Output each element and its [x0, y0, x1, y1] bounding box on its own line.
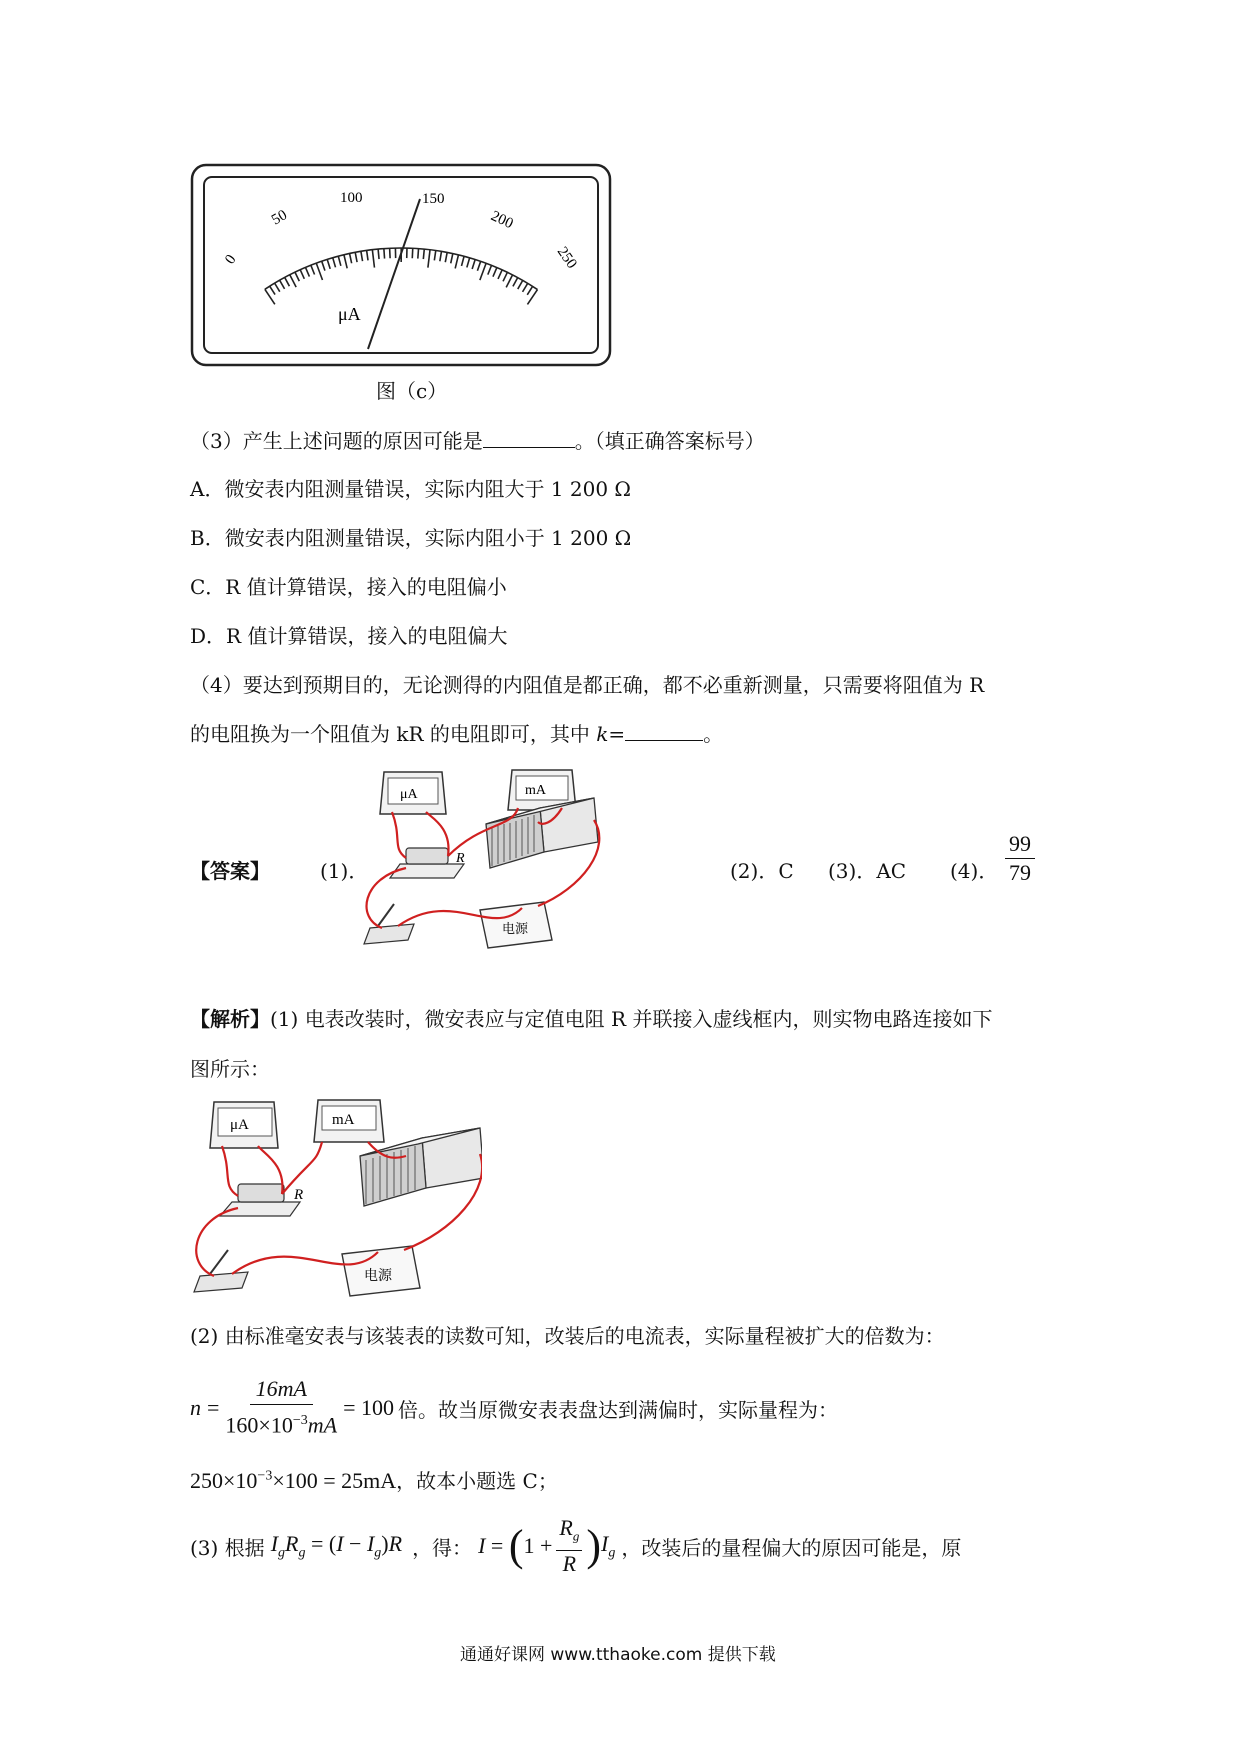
circuit-diagram-answer [362, 768, 632, 960]
scale-label-250: 250 [553, 244, 580, 272]
eq-denominator [225, 1405, 337, 1441]
l6-formula2: I = ( 1 + $R_g$ R ) $I_g$ [478, 1515, 616, 1576]
scale-label-150: 150 [422, 191, 445, 207]
scale-tick [384, 249, 385, 259]
ma-label: mA [332, 1112, 355, 1128]
eq-numerator: 16mA [250, 1374, 313, 1405]
answer-part1: (1)． [320, 859, 369, 883]
l5-exp: −3 [257, 1468, 273, 1484]
scale-tick [378, 249, 379, 259]
answer-label: 【答案】 [190, 859, 270, 883]
answer-part4: (4)． [950, 859, 999, 883]
q4-line2-tail: 。 [703, 722, 724, 746]
q4-line2-text: 的电阻换为一个阻值为 kR 的电阻即可，其中 [190, 722, 597, 746]
scale-label-200: 200 [488, 208, 516, 233]
scale-label-0: 0 [222, 251, 240, 268]
answer-fraction [1005, 830, 1035, 887]
q3-option-d: D．R 值计算错误，接入的电阻偏大 [190, 624, 508, 648]
eq-result: = 100 [343, 1395, 394, 1420]
eq-den-b: mA [307, 1412, 338, 1438]
analysis-text1: (1) 电表改装时，微安表应与定值电阻 R 并联接入虚线框内，则实物电路连接如下 [270, 1007, 993, 1031]
analysis-line1 [190, 1003, 992, 1032]
q3-stem [190, 425, 765, 454]
answer-part3: (3)．AC [828, 859, 907, 883]
q3-option-b: B．微安表内阻测量错误，实际内阻小于 1 200 Ω [190, 526, 632, 550]
l6-a: (3) 根据 [190, 1535, 265, 1560]
q3-blank [483, 433, 575, 448]
analysis-line2: 图所示： [190, 1057, 270, 1081]
circuit-diagram-analysis [192, 1098, 482, 1308]
analysis-line3: (2) 由标准毫安表与该装表的读数可知，改装后的电流表，实际量程被扩大的倍数为： [190, 1324, 945, 1348]
q4-blank [625, 726, 703, 741]
l6-formula1: $I_gR_g = (I - I_g)R$ [270, 1530, 403, 1561]
circuit-drawing [364, 770, 599, 948]
q4-line1: （4）要达到预期目的，无论测得的内阻值是都正确，都不必重新测量，只需要将阻值为 R [190, 673, 985, 697]
scale-tick [423, 249, 424, 259]
ua-label: μA [400, 787, 418, 802]
analysis-equation-n [190, 1373, 838, 1443]
answer-part2: (2)．C [730, 859, 794, 883]
r-label: R [456, 851, 465, 866]
unit-label: μA [338, 304, 361, 324]
l5-math [190, 1468, 396, 1493]
figure-caption: 图（c） [376, 379, 448, 403]
q4-k: k [596, 722, 609, 746]
scale-tick [418, 249, 419, 259]
eq-tail: 倍。故当原微安表表盘达到满偏时，实际量程为： [398, 1397, 838, 1422]
q4-line2 [190, 718, 723, 747]
eq-fraction [225, 1374, 337, 1441]
analysis-line5 [190, 1465, 558, 1494]
analysis-line6 [190, 1513, 961, 1579]
l6-c: ，改装后的量程偏大的原因可能是，原 [621, 1535, 962, 1560]
page-footer: 通通好课网 www.tthaoke.com 提供下载 [460, 1645, 776, 1665]
scale-label-100: 100 [340, 190, 363, 206]
q3-option-c: C．R 值计算错误，接入的电阻偏小 [190, 575, 507, 599]
eq-den-exp: −3 [292, 1413, 308, 1429]
source-label: 电源 [364, 1268, 392, 1284]
l5-math-a: 250×10 [190, 1468, 258, 1493]
analysis-label: 【解析】 [190, 1007, 270, 1031]
circuit-drawing [194, 1100, 482, 1296]
fraction-numerator: 99 [1005, 830, 1035, 859]
l5-text: ，故本小题选 C； [396, 1469, 558, 1493]
q3-option-a: A．微安表内阻测量错误，实际内阻大于 1 200 Ω [190, 477, 631, 501]
fraction-denominator: 79 [1009, 860, 1031, 885]
eq-equals: = [207, 1395, 220, 1420]
eq-den-a: 160×10 [225, 1412, 293, 1438]
eq-n: n [190, 1395, 201, 1420]
l6-b: ，得： [412, 1535, 473, 1560]
microammeter-figure [190, 163, 612, 369]
l5-math-b: ×100 = 25mA [272, 1468, 397, 1493]
ma-label: mA [525, 783, 546, 798]
r-label: R [294, 1187, 304, 1203]
q3-stem-text: （3）产生上述问题的原因可能是 [190, 429, 483, 453]
scale-label-50: 50 [269, 207, 290, 229]
q3-stem-tail: 。（填正确答案标号） [574, 429, 765, 453]
q4-eq: = [608, 722, 626, 746]
ua-label: μA [230, 1117, 249, 1133]
source-label: 电源 [502, 922, 529, 937]
